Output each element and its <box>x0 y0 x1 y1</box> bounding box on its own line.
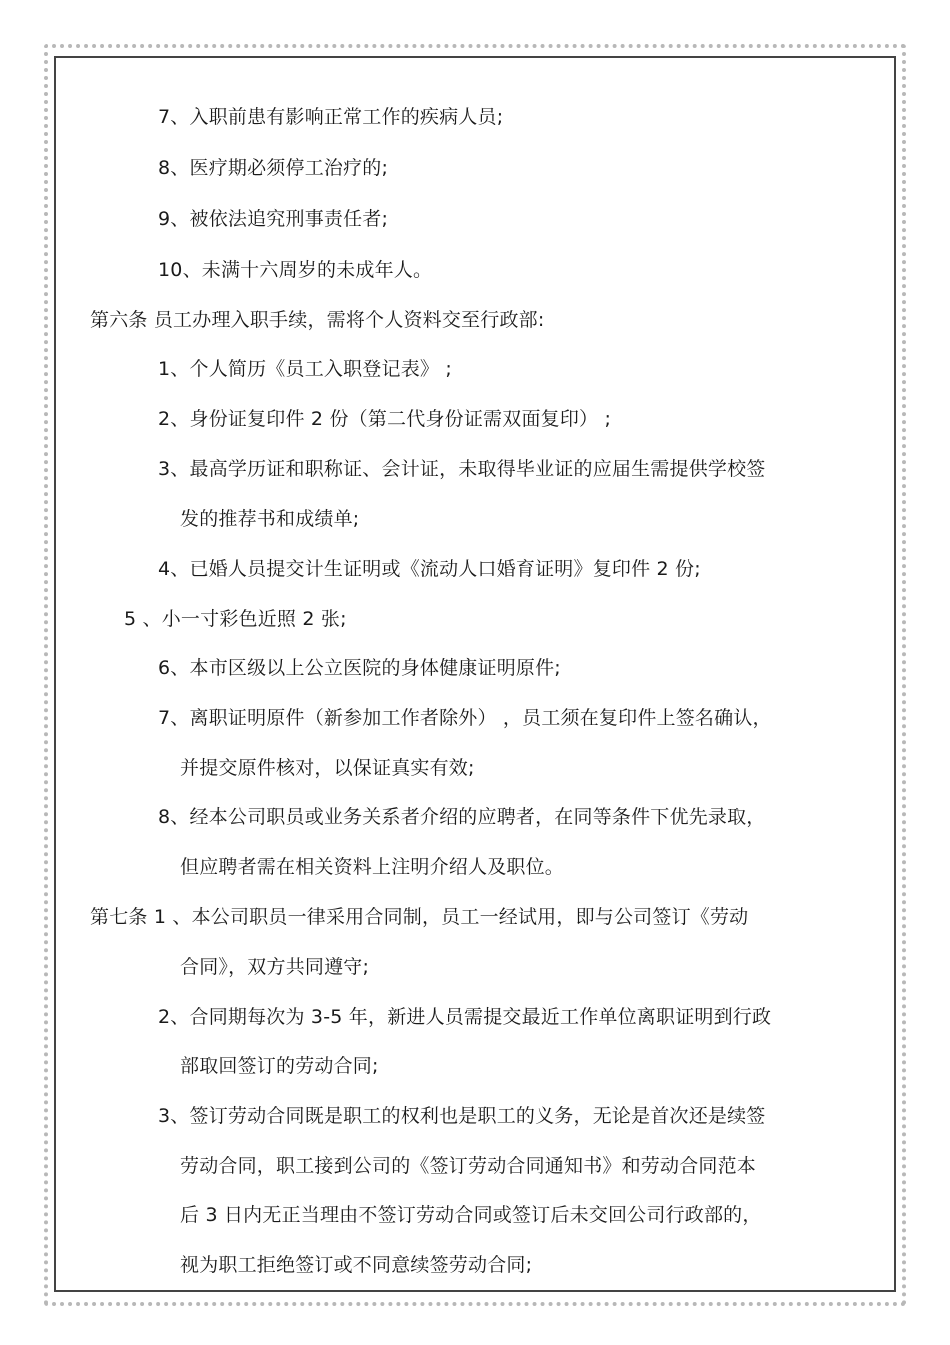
article-7-item-3-cont-3: 视为职工拒绝签订或不同意续签劳动合同; <box>180 1254 533 1276</box>
line-item-7-illness: 7、入职前患有影响正常工作的疾病人员; <box>158 106 504 128</box>
line-item-10-minor: 10、未满十六周岁的未成年人。 <box>158 259 433 281</box>
article-7-item-2: 2、合同期每次为 3-5 年，新进人员需提交最近工作单位离职证明到行政 <box>158 1006 772 1028</box>
line-item-4-marriage: 4、已婚人员提交计生证明或《流动人口婚育证明》复印件 2 份; <box>158 558 701 580</box>
article-7-item-1-cont: 合同》，双方共同遵守; <box>180 956 370 978</box>
line-item-5-photo: 5 、小一寸彩色近照 2 张; <box>124 608 347 630</box>
line-item-9-criminal: 9、被依法追究刑事责任者; <box>158 208 389 230</box>
line-item-8-referral: 8、经本公司职员或业务关系者介绍的应聘者，在同等条件下优先录取， <box>158 806 766 828</box>
article-7-item-3: 3、签订劳动合同既是职工的权利也是职工的义务，无论是首次还是续签 <box>158 1105 766 1127</box>
line-item-3-diploma-cont: 发的推荐书和成绩单; <box>180 508 360 530</box>
line-item-7-resignation: 7、离职证明原件（新参加工作者除外） ，员工须在复印件上签名确认， <box>158 707 772 729</box>
line-item-1-resume: 1、个人简历《员工入职登记表》 ; <box>158 358 452 380</box>
article-7-heading: 第七条 1 、本公司职员一律采用合同制，员工一经试用，即与公司签订《劳动 <box>90 906 749 928</box>
article-6-heading: 第六条 员工办理入职手续，需将个人资料交至行政部: <box>90 309 545 331</box>
article-7-item-3-cont-1: 劳动合同，职工接到公司的《签订劳动合同通知书》和劳动合同范本 <box>180 1155 757 1177</box>
line-item-8-referral-cont: 但应聘者需在相关资料上注明介绍人及职位。 <box>180 856 565 878</box>
line-item-7-resignation-cont: 并提交原件核对，以保证真实有效; <box>180 757 475 779</box>
line-item-6-health: 6、本市区级以上公立医院的身体健康证明原件; <box>158 657 561 679</box>
article-7-item-3-cont-2: 后 3 日内无正当理由不签订劳动合同或签订后未交回公司行政部的， <box>180 1204 762 1226</box>
line-item-2-id-copy: 2、身份证复印件 2 份（第二代身份证需双面复印） ; <box>158 408 612 430</box>
line-item-8-medical-leave: 8、医疗期必须停工治疗的; <box>158 157 389 179</box>
article-7-item-2-cont: 部取回签订的劳动合同; <box>180 1055 379 1077</box>
line-item-3-diploma: 3、最高学历证和职称证、会计证，未取得毕业证的应届生需提供学校签 <box>158 458 766 480</box>
